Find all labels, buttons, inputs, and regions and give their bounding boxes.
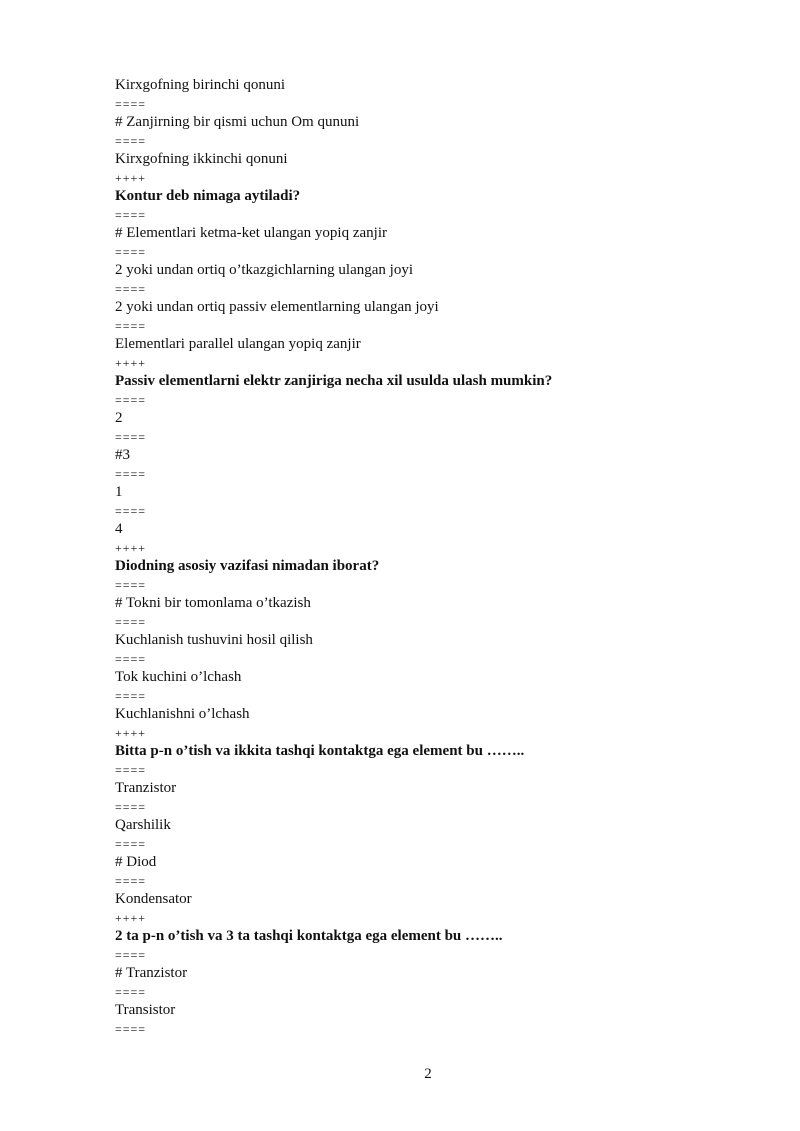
separator-line: ==== xyxy=(115,947,147,962)
answer-option-line: 1 xyxy=(115,484,123,500)
separator-line: ==== xyxy=(115,762,147,777)
separator-line: ++++ xyxy=(115,355,147,370)
separator-line: ==== xyxy=(115,577,147,592)
question-text: Passiv elementlarni elektr zanjiriga necha xil usulda ulash mumkin? xyxy=(115,373,553,389)
separator-line: ==== xyxy=(115,466,147,481)
answer-option-line: Kondensator xyxy=(115,891,192,907)
document-body xyxy=(115,76,715,1038)
answer-option-line: Tranzistor xyxy=(115,780,177,796)
separator-line: ==== xyxy=(115,873,147,888)
separator-line: ==== xyxy=(115,688,147,703)
separator-line: ==== xyxy=(115,1021,147,1036)
separator-line: ==== xyxy=(115,503,147,518)
question-text: Kontur deb nimaga aytiladi? xyxy=(115,188,301,204)
separator-line: ==== xyxy=(115,614,147,629)
separator-line: ==== xyxy=(115,799,147,814)
answer-option-line: 2 yoki undan ortiq o’tkazgichlarning ulangan joyi xyxy=(115,262,413,278)
separator-line: ==== xyxy=(115,984,147,999)
separator-line: ==== xyxy=(115,318,147,333)
answer-option-line: Elementlari parallel ulangan yopiq zanjir xyxy=(115,336,361,352)
answer-option-line: # Elementlari ketma-ket ulangan yopiq zanjir xyxy=(115,225,387,241)
question-text: Bitta p-n o’tish va ikkita tashqi kontaktga ega element bu …….. xyxy=(115,743,525,759)
question-text: Diodning asosiy vazifasi nimadan iborat? xyxy=(115,558,380,574)
answer-option-line: Kuchlanish tushuvini hosil qilish xyxy=(115,632,313,648)
answer-option-line: Kuchlanishni o’lchash xyxy=(115,706,250,722)
answer-option-line: # Diod xyxy=(115,854,157,870)
page-number: 2 xyxy=(424,1066,432,1082)
answer-option-line: 2 yoki undan ortiq passiv elementlarning ulangan joyi xyxy=(115,299,439,315)
answer-option-line: # Tokni bir tomonlama o’tkazish xyxy=(115,595,311,611)
separator-line: ==== xyxy=(115,244,147,259)
answer-option-line: Kirxgofning birinchi qonuni xyxy=(115,77,285,93)
separator-line: ++++ xyxy=(115,540,147,555)
answer-option-line: # Zanjirning bir qismi uchun Om qununi xyxy=(115,114,360,130)
answer-option-line: Transistor xyxy=(115,1002,176,1018)
answer-option-line: Kirxgofning ikkinchi qonuni xyxy=(115,151,288,167)
answer-option-line: Qarshilik xyxy=(115,817,171,833)
separator-line: ==== xyxy=(115,96,147,111)
separator-line: ==== xyxy=(115,429,147,444)
answer-option-line: 4 xyxy=(115,521,123,537)
separator-line: ++++ xyxy=(115,170,147,185)
answer-option-line: #3 xyxy=(115,447,130,463)
answer-option-line: # Tranzistor xyxy=(115,965,188,981)
separator-line: ++++ xyxy=(115,910,147,925)
answer-option-line: Tok kuchini o’lchash xyxy=(115,669,242,685)
question-text: 2 ta p-n o’tish va 3 ta tashqi kontaktga ega element bu …….. xyxy=(115,928,503,944)
separator-line: ==== xyxy=(115,281,147,296)
separator-line: ==== xyxy=(115,392,147,407)
separator-line: ++++ xyxy=(115,725,147,740)
separator-line: ==== xyxy=(115,836,147,851)
separator-line: ==== xyxy=(115,207,147,222)
separator-line: ==== xyxy=(115,133,147,148)
answer-option-line: 2 xyxy=(115,410,123,426)
separator-line: ==== xyxy=(115,651,147,666)
